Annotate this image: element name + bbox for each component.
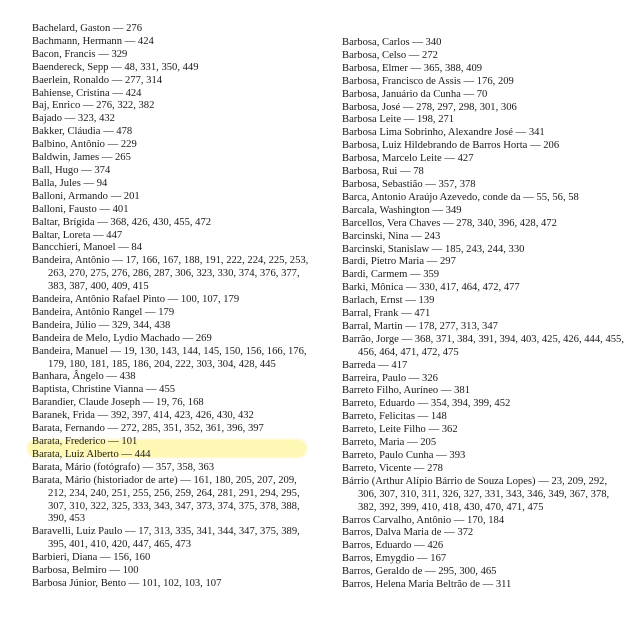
index-entry: Barca, Antonio Araújo Azevedo, conde da — 55, 56, 58 (342, 191, 579, 203)
index-entry: Barata, Luiz Alberto — 444 (32, 448, 151, 460)
index-entry: Barral, Frank — 471 (342, 308, 431, 320)
index-entry: Barrão, Jorge — 368, 371, 384, 391, 394, 403, 425, 426, 444, 455, 456, 464, 471, 472, 475 (342, 333, 624, 358)
index-entry: Barros, Eduardo — 426 (342, 540, 444, 552)
index-entry: Barata, Frederico — 101 (32, 436, 138, 447)
index-entry: Baldwin, James — 265 (32, 152, 131, 164)
index-entry: Bahiense, Cristina — 424 (32, 87, 142, 99)
index-entry: Bandeira, Antônio — 17, 166, 167, 188, 191, 222, 224, 225, 253, 263, 270, 275, 276, 286, 287, 306, 323, 330, 374, 376, 377, 383, 387, 400, 409, 415 (32, 255, 309, 293)
index-entry: Barcellos, Vera Chaves — 278, 340, 396, 428, 472 (342, 217, 557, 229)
index-entry: Barbosa, Celso — 272 (342, 49, 438, 61)
index-column-right (342, 37, 628, 592)
index-entry: Bacon, Francis — 329 (32, 48, 128, 60)
index-entry: Barbieri, Diana — 156, 160 (32, 552, 151, 564)
index-entry: Barcinski, Stanislaw — 185, 243, 244, 330 (342, 243, 525, 255)
index-entry: Barki, Mônica — 330, 417, 464, 472, 477 (342, 282, 520, 294)
index-entry: Bancchieri, Manoel — 84 (32, 242, 143, 254)
index-entry: Bandeira de Melo, Lydio Machado — 269 (32, 332, 212, 344)
index-entry: Barbosa, Marcelo Leite — 427 (342, 153, 474, 165)
index-entry: Barandier, Claude Joseph — 19, 76, 168 (32, 397, 204, 409)
index-entry: Ball, Hugo — 374 (32, 164, 111, 176)
index-entry: Bandeira, Júlio — 329, 344, 438 (32, 319, 171, 331)
index-entry: Barbosa Leite — 198, 271 (342, 114, 455, 126)
index-entry: Balloni, Armando — 201 (32, 190, 140, 202)
index-entry: Bakker, Cláudia — 478 (32, 126, 133, 138)
index-entry: Baptista, Christine Vianna — 455 (32, 384, 176, 396)
index-entry: Barreto, Vicente — 278 (342, 462, 443, 474)
index-entry: Bajado — 323, 432 (32, 113, 115, 125)
index-entry: Baranek, Frida — 392, 397, 414, 423, 426, 430, 432 (32, 410, 254, 422)
index-entry: Barbosa, José — 278, 297, 298, 301, 306 (342, 101, 517, 113)
index-entry: Barreto, Leite Filho — 362 (342, 424, 458, 436)
index-entry: Barata, Mário (fotógrafo) — 357, 358, 363 (32, 461, 215, 473)
index-entry: Barreda — 417 (342, 359, 408, 371)
index-entry: Barros, Dalva Maria de — 372 (342, 527, 474, 539)
index-entry: Barbosa, Januário da Cunha — 70 (342, 88, 488, 100)
index-entry: Bandeira, Antônio Rafael Pinto — 100, 107, 179 (32, 294, 240, 306)
index-entry: Baj, Enrico — 276, 322, 382 (32, 100, 155, 112)
index-entry: Barreto, Paulo Cunha — 393 (342, 450, 466, 461)
index-entry: Baravelli, Luiz Paulo — 17, 313, 335, 341, 344, 347, 375, 389, 395, 401, 410, 420, 447, 465, 473 (32, 526, 300, 551)
index-entry: Baltar, Loreta — 447 (32, 229, 123, 241)
index-entry: Bárrio (Arthur Alípio Bárrio de Souza Lopes) — 23, 209, 292, 306, 307, 310, 311, 326, 327, 331, 343, 346, 349, 367, 378, 382, 392, 399, 410, 418, 430, 470, 471, 475 (342, 475, 610, 513)
index-entry: Bandeira, Antônio Rangel — 179 (32, 306, 175, 318)
index-entry: Bardi, Pietro Maria — 297 (342, 256, 456, 268)
index-entry: Barbosa Júnior, Bento — 101, 102, 103, 107 (32, 577, 222, 589)
index-entry: Barbosa, Luiz Hildebrando de Barros Horta — 206 (342, 140, 560, 152)
index-entry: Barreto, Felicitas — 148 (342, 411, 447, 423)
index-entry: Baltar, Brígida — 368, 426, 430, 455, 472 (32, 216, 212, 228)
index-entry: Barreto, Maria — 205 (342, 437, 437, 449)
index-entry: Barbosa Lima Sobrinho, Alexandre José — 341 (342, 127, 545, 139)
index-entry: Barros, Helena Maria Beltrão de — 311 (342, 579, 512, 591)
index-entry: Barbosa, Rui — 78 (342, 166, 424, 178)
index-entry: Barreto, Eduardo — 354, 394, 399, 452 (342, 398, 511, 410)
index-column-left (32, 23, 312, 591)
index-entry: Barral, Martin — 178, 277, 313, 347 (342, 320, 498, 332)
index-entry: Banhara, Ângelo — 438 (32, 371, 136, 383)
index-entry: Barreto Filho, Auríneo — 381 (342, 385, 470, 397)
index-entry: Balla, Jules — 94 (32, 177, 108, 189)
index-entry: Barcinski, Nina — 243 (342, 230, 441, 242)
index-entry: Barros Carvalho, Antônio — 170, 184 (342, 514, 505, 526)
index-entry: Bachelard, Gaston — 276 (32, 23, 143, 34)
index-entry: Barros, Geraldo de — 295, 300, 465 (342, 566, 497, 578)
index-entry: Barbosa, Francisco de Assis — 176, 209 (342, 75, 514, 87)
index-entry: Baendereck, Sepp — 48, 331, 350, 449 (32, 61, 199, 73)
index-entry: Barlach, Ernst — 139 (342, 295, 435, 307)
index-entry: Barbosa, Elmer — 365, 388, 409 (342, 62, 483, 74)
index-entry: Barbosa, Carlos — 340 (342, 37, 442, 48)
index-entry: Barata, Mário (historiador de arte) — 161, 180, 205, 207, 209, 212, 234, 240, 251, 255, 256, 259, 264, 281, 291, 294, 295, 307, 310, 322, 325, 333, 343, 347, 373, 374, 375, 378, 388, 390, 453 (32, 474, 300, 525)
index-entry: Barros, Emygdio — 167 (342, 553, 447, 565)
index-entry: Barcala, Washington — 349 (342, 204, 462, 216)
index-entry: Balbino, Antônio — 229 (32, 139, 137, 151)
index-entry: Baerlein, Ronaldo — 277, 314 (32, 74, 163, 86)
index-entry: Balloni, Fausto — 401 (32, 203, 129, 215)
index-entry: Barbosa, Belmiro — 100 (32, 565, 139, 577)
index-entry: Barbosa, Sebastião — 357, 378 (342, 178, 476, 190)
index-entry: Bardi, Carmem — 359 (342, 269, 440, 281)
index-entry: Bachmann, Hermann — 424 (32, 35, 154, 47)
index-entry: Barreira, Paulo — 326 (342, 372, 438, 384)
index-entry: Bandeira, Manuel — 19, 130, 143, 144, 145, 150, 156, 166, 176, 179, 180, 181, 185, 186, 204, 222, 303, 304, 428, 445 (32, 345, 307, 370)
index-entry: Barata, Fernando — 272, 285, 351, 352, 361, 396, 397 (32, 423, 264, 435)
